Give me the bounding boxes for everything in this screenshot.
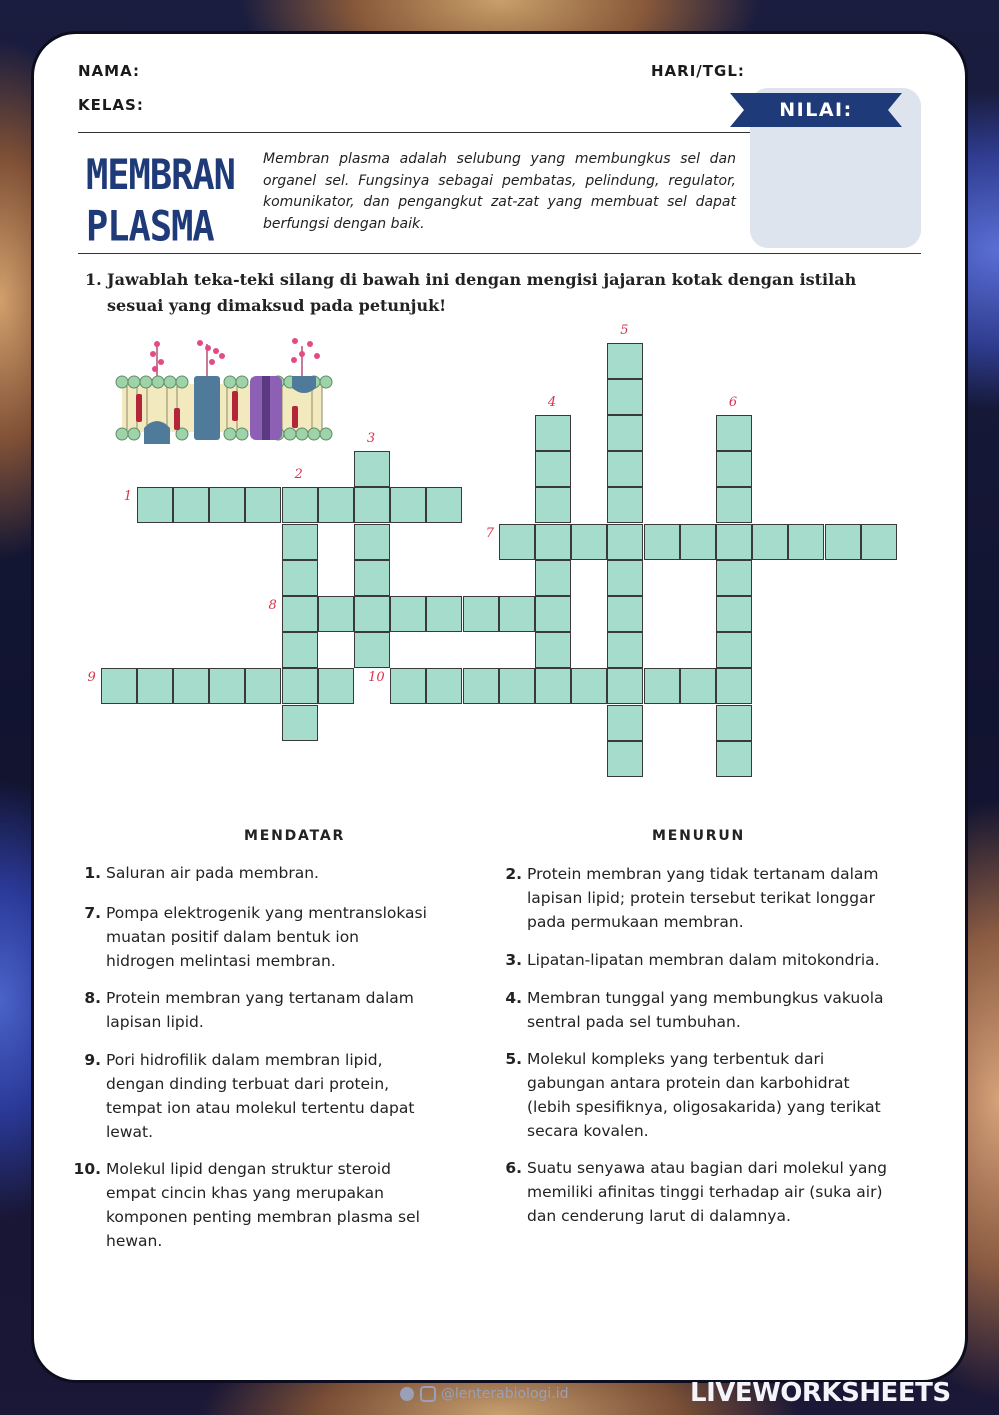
clue-line: empat cincin khas yang merupakan <box>106 1184 384 1202</box>
crossword-cell[interactable] <box>716 632 752 668</box>
clue-line: komponen penting membran plasma sel <box>106 1208 420 1226</box>
crossword-cell[interactable] <box>716 415 752 451</box>
clue-line: hidrogen melintasi membran. <box>106 952 336 970</box>
crossword-cell[interactable] <box>825 524 861 560</box>
crossword-cell[interactable] <box>282 524 318 560</box>
clue-item-text <box>527 862 879 934</box>
crossword-cell[interactable] <box>607 741 643 777</box>
clue-line: dengan dinding terbuat dari protein, <box>106 1075 390 1093</box>
crossword-cell[interactable] <box>318 668 354 704</box>
clue-item-number: 8. <box>84 989 101 1007</box>
crossword-cell[interactable] <box>318 487 354 523</box>
crossword-cell[interactable] <box>463 596 499 632</box>
crossword-cell[interactable] <box>607 668 643 704</box>
crossword-cell[interactable] <box>607 379 643 415</box>
footer-handle-text: @lenterabiologi.id <box>440 1386 569 1402</box>
clue-number-9: 9 <box>87 670 96 686</box>
clue-number-3: 3 <box>366 431 376 447</box>
crossword-cell[interactable] <box>607 487 643 523</box>
crossword-cell[interactable] <box>245 487 281 523</box>
clue-line: dan cenderung larut di dalamnya. <box>527 1207 791 1225</box>
instagram-icon <box>420 1386 436 1402</box>
clue-item-text <box>527 1156 887 1228</box>
crossword-cell[interactable] <box>499 668 535 704</box>
nama-label: NAMA: <box>78 62 140 80</box>
crossword-cell[interactable] <box>499 524 535 560</box>
crossword-cell[interactable] <box>463 668 499 704</box>
clue-line: Membran tunggal yang membungkus vakuola <box>527 989 884 1007</box>
crossword-cell[interactable] <box>354 596 390 632</box>
crossword-cell[interactable] <box>607 343 643 379</box>
menurun-heading: MENURUN <box>652 828 746 844</box>
clue-item-number: 6. <box>505 1159 522 1177</box>
clue-line: Molekul lipid dengan struktur steroid <box>106 1160 391 1178</box>
crossword-cell[interactable] <box>644 524 680 560</box>
crossword-cell[interactable] <box>535 451 571 487</box>
crossword-cell[interactable] <box>607 560 643 596</box>
crossword-cell[interactable] <box>607 705 643 741</box>
crossword-cell[interactable] <box>607 596 643 632</box>
clue-item-number: 2. <box>505 865 522 883</box>
crossword-cell[interactable] <box>101 668 137 704</box>
crossword-cell[interactable] <box>680 668 716 704</box>
crossword-cell[interactable] <box>282 596 318 632</box>
crossword-cell[interactable] <box>390 596 426 632</box>
crossword-cell[interactable] <box>535 668 571 704</box>
crossword-cell[interactable] <box>318 596 354 632</box>
crossword-cell[interactable] <box>788 524 824 560</box>
crossword-cell[interactable] <box>716 487 752 523</box>
facebook-icon <box>400 1387 414 1401</box>
crossword-cell[interactable] <box>137 487 173 523</box>
crossword-cell[interactable] <box>535 560 571 596</box>
clue-item-number: 5. <box>505 1050 522 1068</box>
clue-line: Saluran air pada membran. <box>106 864 319 882</box>
crossword-cell[interactable] <box>390 487 426 523</box>
clue-line: Pompa elektrogenik yang mentranslokasi <box>106 904 427 922</box>
crossword-cell[interactable] <box>282 560 318 596</box>
crossword-cell[interactable] <box>607 632 643 668</box>
crossword-cell[interactable] <box>282 487 318 523</box>
crossword-cell[interactable] <box>426 668 462 704</box>
clue-line: tempat ion atau molekul tertentu dapat <box>106 1099 415 1117</box>
clue-number-4: 4 <box>547 394 557 410</box>
clue-line: Suatu senyawa atau bagian dari molekul yang <box>527 1159 888 1177</box>
intro-text: Membran plasma adalah selubung yang membungkus sel dan organel sel. Fungsinya sebagai pembatas, pelindung, regulator, komunikator, dan pengangkut zat-zat yang membuat sel dapat berfungsi dengan baik. <box>263 151 736 232</box>
crossword-cell[interactable] <box>571 524 607 560</box>
crossword-cell[interactable] <box>173 487 209 523</box>
clue-line: lewat. <box>106 1123 154 1141</box>
clue-item-text <box>106 861 319 885</box>
crossword-cell[interactable] <box>535 596 571 632</box>
crossword-cell[interactable] <box>716 451 752 487</box>
crossword-cell[interactable] <box>607 524 643 560</box>
crossword-cell[interactable] <box>861 524 897 560</box>
clue-number-10: 10 <box>368 670 385 686</box>
mendatar-heading: MENDATAR <box>244 828 346 844</box>
crossword-cell[interactable] <box>716 524 752 560</box>
clue-item-text <box>106 986 414 1034</box>
liveworksheets-brand[interactable]: LIVEWORKSHEETS <box>690 1378 951 1408</box>
crossword-cell[interactable] <box>426 487 462 523</box>
crossword-cell[interactable] <box>535 524 571 560</box>
crossword-cell[interactable] <box>752 524 788 560</box>
clue-line: hewan. <box>106 1232 163 1250</box>
crossword-cell[interactable] <box>716 560 752 596</box>
clue-item-text <box>106 901 427 973</box>
clue-line: sentral pada sel tumbuhan. <box>527 1013 741 1031</box>
clue-line: muatan positif dalam bentuk ion <box>106 928 360 946</box>
crossword-cell[interactable] <box>535 415 571 451</box>
title-line1: MEMBRAN <box>86 151 235 200</box>
crossword-cell[interactable] <box>607 451 643 487</box>
clue-line: Protein membran yang tertanam dalam <box>106 989 414 1007</box>
crossword-cell[interactable] <box>137 668 173 704</box>
crossword-cell[interactable] <box>571 668 607 704</box>
kelas-label: KELAS: <box>78 96 144 114</box>
instruction-text: Jawablah teka-teki silang di bawah ini dengan mengisi jajaran kotak dengan istilah sesuai yang dimaksud pada petunjuk! <box>107 270 857 315</box>
clue-line: lapisan lipid. <box>106 1013 204 1031</box>
crossword-cell[interactable] <box>209 668 245 704</box>
crossword-cell[interactable] <box>173 668 209 704</box>
title-line2: PLASMA <box>86 202 214 251</box>
clue-line: secara kovalen. <box>527 1122 649 1140</box>
clue-item-number: 7. <box>84 904 101 922</box>
crossword-cell[interactable] <box>680 524 716 560</box>
clue-line: (lebih spesifiknya, oligosakarida) yang terikat <box>527 1098 881 1116</box>
clue-item-text <box>527 986 884 1034</box>
clue-item-number: 4. <box>505 989 522 1007</box>
crossword-cell[interactable] <box>282 632 318 668</box>
crossword-cell[interactable] <box>354 632 390 668</box>
clue-line: pada permukaan membran. <box>527 913 744 931</box>
clue-line: Protein membran yang tidak tertanam dalam <box>527 865 879 883</box>
crossword-cell[interactable] <box>716 668 752 704</box>
crossword-cell[interactable] <box>607 415 643 451</box>
crossword-cell[interactable] <box>209 487 245 523</box>
crossword-cell[interactable] <box>426 596 462 632</box>
clue-item-number: 10. <box>73 1160 101 1178</box>
crossword-cell[interactable] <box>535 487 571 523</box>
clue-number-2: 2 <box>294 467 303 483</box>
crossword-cell[interactable] <box>535 632 571 668</box>
clue-number-8: 8 <box>268 597 277 613</box>
crossword-cell[interactable] <box>245 668 281 704</box>
hari-tgl-label: HARI/TGL: <box>651 62 745 80</box>
page-title <box>86 150 235 253</box>
nilai-label: NILAI: <box>779 99 853 121</box>
clue-number-1: 1 <box>123 489 132 505</box>
clue-item-text <box>527 948 880 972</box>
clue-item-text <box>106 1048 414 1144</box>
intro-divider <box>78 253 921 254</box>
clue-item-number: 3. <box>505 951 522 969</box>
clue-item-text <box>527 1047 881 1143</box>
crossword-cell[interactable] <box>644 668 680 704</box>
crossword-cell[interactable] <box>354 560 390 596</box>
crossword-cell[interactable] <box>716 741 752 777</box>
clue-item-text <box>106 1157 420 1253</box>
crossword-cell[interactable] <box>716 596 752 632</box>
instruction-number: 1. <box>85 270 102 289</box>
crossword-cell[interactable] <box>282 705 318 741</box>
clue-line: lapisan lipid; protein tersebut terikat longgar <box>527 889 875 907</box>
clue-number-5: 5 <box>620 322 629 338</box>
clue-line: gabungan antara protein dan karbohidrat <box>527 1074 850 1092</box>
crossword-cell[interactable] <box>716 705 752 741</box>
clue-line: Molekul kompleks yang terbentuk dari <box>527 1050 825 1068</box>
clue-item-number: 9. <box>84 1051 101 1069</box>
footer-handle <box>400 1386 569 1402</box>
clue-number-7: 7 <box>485 525 494 541</box>
crossword-cell[interactable] <box>354 487 390 523</box>
clue-line: Lipatan-lipatan membran dalam mitokondria. <box>527 951 880 969</box>
crossword-cell[interactable] <box>282 668 318 704</box>
clue-line: Pori hidrofilik dalam membran lipid, <box>106 1051 383 1069</box>
header-divider <box>78 132 750 133</box>
crossword-cell[interactable] <box>354 451 390 487</box>
clue-number-6: 6 <box>728 394 738 410</box>
crossword-cell[interactable] <box>499 596 535 632</box>
crossword-cell[interactable] <box>354 524 390 560</box>
clue-line: memiliki afinitas tinggi terhadap air (suka air) <box>527 1183 883 1201</box>
membrane-illustration <box>112 336 334 448</box>
crossword-cell[interactable] <box>390 668 426 704</box>
clue-item-number: 1. <box>84 864 101 882</box>
